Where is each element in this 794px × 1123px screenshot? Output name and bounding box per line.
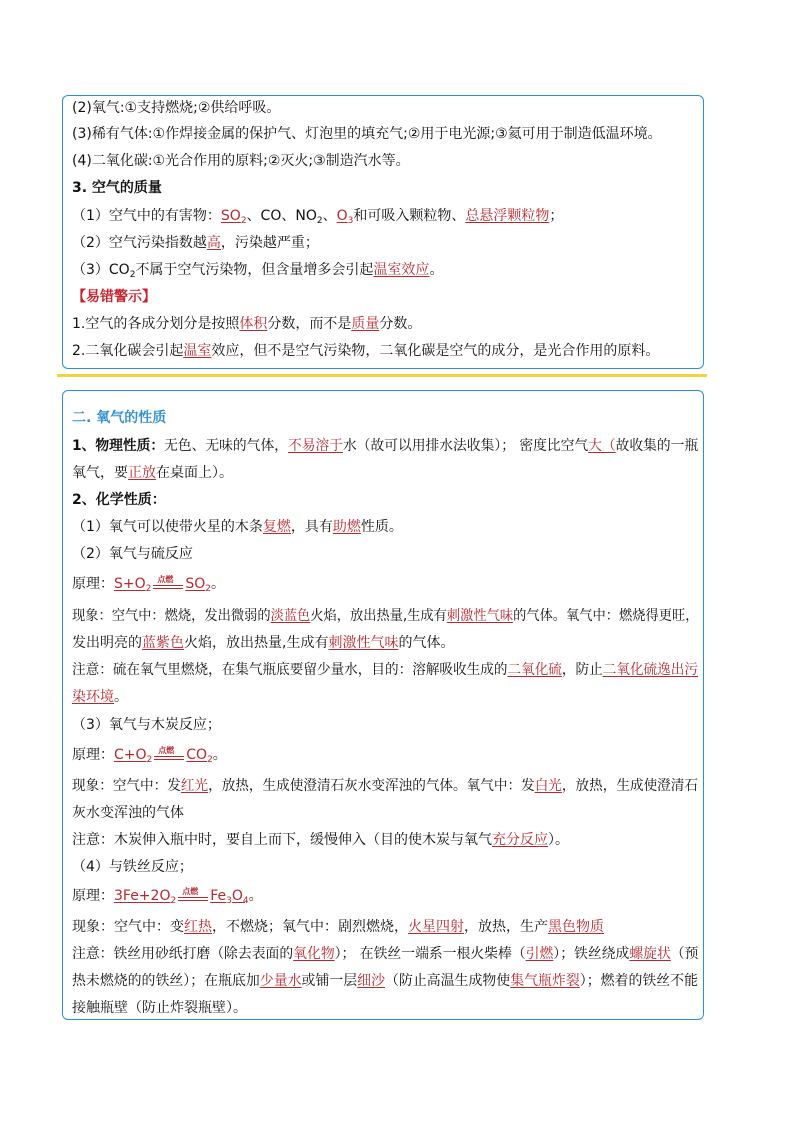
text-line: 氧气，要正放在桌面上）。: [72, 465, 233, 481]
reaction-arrow: 点燃: [153, 576, 183, 592]
text-line: 2.二氧化碳会引起温室效应，但不是空气污染物，二氧化碳是空气的成分，是光合作用的原料。: [72, 343, 660, 359]
text-line: 1.空气的各成分划分是按照体积分数，而不是质量分数。: [72, 316, 422, 332]
text-line: 热未燃烧的的铁丝）；在瓶底加少量水或铺一层细沙（防止高温生成物使集气瓶炸裂）；燃着的铁丝不能: [72, 973, 698, 989]
text-line: （4）与铁丝反应；: [72, 859, 193, 875]
text-line: （2）空气污染指数越高，污染越严重；: [72, 235, 319, 251]
text-line: 现象：空气中：燃烧，发出微弱的淡蓝色火焰，放出热量,生成有刺激性气味的气体。氧气中：燃烧得更旺，: [72, 608, 699, 624]
warning-heading: 【易错警示】: [72, 289, 156, 305]
text-line: 1、物理性质：无色、无味的气体，不易溶于水（故可以用排水法收集）； 密度比空气大（故收集的一瓶: [72, 438, 699, 454]
text-line: 灰水变浑浊的气体: [72, 805, 184, 821]
text-line: 染环境。: [72, 689, 128, 705]
divider: [57, 374, 707, 377]
subheading: 2、化学性质：: [72, 492, 166, 508]
text-line: 现象：空气中：变红热，不燃烧；氧气中：剧烈燃烧，火星四射，放热，生产黑色物质: [72, 919, 604, 935]
equation-line: 原理：$C+O_2$ 点燃 $CO_2$。: [72, 746, 227, 765]
section-title: 二. 氧气的性质: [72, 410, 167, 426]
text-line: 注意：硫在氧气里燃烧，在集气瓶底要留少量水，目的：溶解吸收生成的二氧化硫，防止二氧化硫逸出污: [72, 662, 698, 678]
text-line: $(3)CO_2$不属于空气污染物，但含量增多会引起温室效应。: [72, 262, 444, 280]
text-line: 现象：空气中：发红光，放热，生成使澄清石灰水变浑浊的气体。氧气中：发白光，放热，生成使澄清石: [72, 778, 698, 794]
section-heading: 3. 空气的质量: [72, 180, 162, 196]
text-line: 注意：木炭伸入瓶中时，要自上而下，缓慢伸入（目的使木炭与氧气充分反应）。: [72, 832, 569, 848]
reaction-arrow: 点燃: [178, 888, 208, 904]
text-line: 注意：铁丝用砂纸打磨（除去表面的氧化物）； 在铁丝一端系一根火柴棒（引燃）；铁丝绕成螺旋状（预: [72, 946, 699, 962]
text-line: （2）氧气与硫反应: [72, 546, 193, 562]
reaction-arrow: 点燃: [154, 747, 184, 763]
text-line: 接触瓶壁（防止炸裂瓶壁）。: [72, 1000, 247, 1016]
text-line: （1）氧气可以使带火星的木条复燃，具有助燃性质。: [72, 519, 403, 535]
text-line: (4)二氧化碳:①光合作用的原料;②灭火;③制造汽水等。: [72, 153, 410, 169]
text-line: (3)稀有气体:①作焊接金属的保护气、灯泡里的填充气;②用于电光源;③氦可用于制造低温环境。: [72, 126, 662, 142]
text-line: （1）空气中的有害物：$SO_2$、CO、$NO_2$、$O_3$和可吸入颗粒物、总悬浮颗粒物；: [72, 208, 564, 226]
equation-line: 原理：$3Fe+2O_2$ 点燃 $Fe_3O_4$。: [72, 887, 263, 906]
text-line: （3）氧气与木炭反应；: [72, 717, 221, 733]
equation-line: 原理：$S+O_2$ 点燃 $SO_2$。: [72, 575, 226, 594]
text-line: (2)氧气:①支持燃烧;②供给呼吸。: [72, 100, 281, 116]
text-line: 发出明亮的蓝紫色火焰，放出热量,生成有刺激性气味的气体。: [72, 635, 455, 651]
